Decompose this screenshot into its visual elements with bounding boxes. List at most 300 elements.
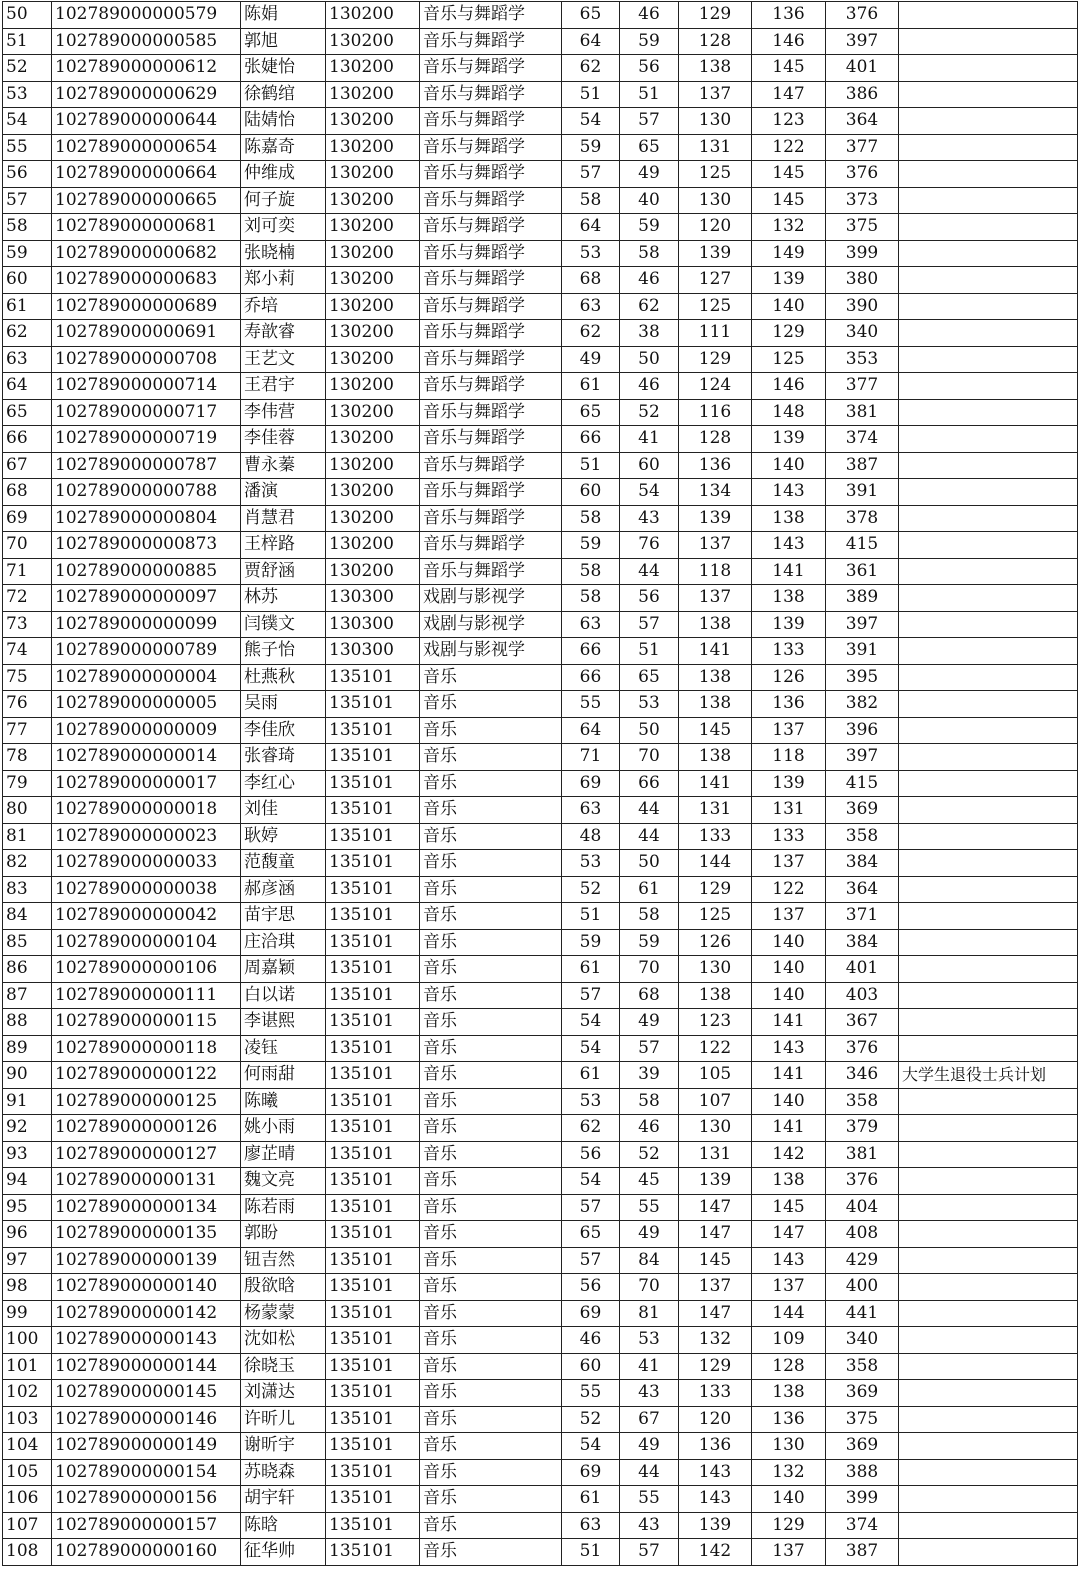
remark <box>899 717 1078 744</box>
score-language: 55 <box>620 1486 679 1513</box>
score-subject-2: 136 <box>752 2 826 29</box>
score-language: 49 <box>620 161 679 188</box>
score-politics: 63 <box>562 797 620 824</box>
score-language: 57 <box>620 1539 679 1566</box>
table-row <box>3 982 1078 1009</box>
row-number: 60 <box>3 267 52 294</box>
row-number: 88 <box>3 1009 52 1036</box>
major-name: 音乐 <box>420 1194 562 1221</box>
major-name: 音乐与舞蹈学 <box>420 320 562 347</box>
table-row <box>3 1353 1078 1380</box>
score-politics: 54 <box>562 1035 620 1062</box>
score-subject-1: 143 <box>679 1459 752 1486</box>
candidate-name: 陈晗 <box>241 1512 326 1539</box>
candidate-name: 陈若雨 <box>241 1194 326 1221</box>
table-row <box>3 585 1078 612</box>
score-total: 389 <box>826 585 899 612</box>
score-subject-1: 131 <box>679 1141 752 1168</box>
score-subject-2: 138 <box>752 505 826 532</box>
row-number: 93 <box>3 1141 52 1168</box>
table-row <box>3 320 1078 347</box>
major-name: 音乐与舞蹈学 <box>420 267 562 294</box>
remark <box>899 267 1078 294</box>
table-row <box>3 505 1078 532</box>
row-number: 52 <box>3 55 52 82</box>
score-politics: 53 <box>562 1088 620 1115</box>
score-subject-1: 125 <box>679 161 752 188</box>
score-total: 361 <box>826 558 899 585</box>
score-subject-2: 148 <box>752 399 826 426</box>
score-politics: 57 <box>562 982 620 1009</box>
major-name: 音乐与舞蹈学 <box>420 55 562 82</box>
major-code: 135101 <box>326 876 420 903</box>
candidate-id: 102789000000664 <box>52 161 241 188</box>
row-number: 83 <box>3 876 52 903</box>
major-code: 135101 <box>326 956 420 983</box>
remark <box>899 320 1078 347</box>
score-politics: 62 <box>562 320 620 347</box>
candidate-name: 张晓楠 <box>241 240 326 267</box>
row-number: 50 <box>3 2 52 29</box>
score-subject-1: 139 <box>679 505 752 532</box>
score-language: 50 <box>620 850 679 877</box>
score-politics: 55 <box>562 691 620 718</box>
table-row <box>3 28 1078 55</box>
major-name: 音乐 <box>420 691 562 718</box>
remark <box>899 1141 1078 1168</box>
candidate-name: 徐鹤绾 <box>241 81 326 108</box>
table-row <box>3 1274 1078 1301</box>
remark <box>899 1194 1078 1221</box>
score-total: 384 <box>826 929 899 956</box>
major-name: 音乐与舞蹈学 <box>420 479 562 506</box>
candidate-id: 102789000000719 <box>52 426 241 453</box>
major-name: 音乐 <box>420 797 562 824</box>
score-subject-1: 125 <box>679 903 752 930</box>
major-name: 音乐 <box>420 664 562 691</box>
score-subject-2: 143 <box>752 1247 826 1274</box>
score-total: 403 <box>826 982 899 1009</box>
major-code: 135101 <box>326 1459 420 1486</box>
major-name: 音乐 <box>420 1353 562 1380</box>
score-language: 59 <box>620 28 679 55</box>
score-subject-1: 120 <box>679 1406 752 1433</box>
remark <box>899 1009 1078 1036</box>
score-politics: 54 <box>562 1433 620 1460</box>
row-number: 66 <box>3 426 52 453</box>
score-total: 404 <box>826 1194 899 1221</box>
score-subject-2: 140 <box>752 1486 826 1513</box>
score-total: 340 <box>826 1327 899 1354</box>
table-row <box>3 876 1078 903</box>
major-name: 音乐与舞蹈学 <box>420 558 562 585</box>
table-row <box>3 611 1078 638</box>
score-language: 62 <box>620 293 679 320</box>
candidate-name: 杨蒙蒙 <box>241 1300 326 1327</box>
major-name: 音乐 <box>420 744 562 771</box>
table-row <box>3 1009 1078 1036</box>
row-number: 95 <box>3 1194 52 1221</box>
table-row <box>3 81 1078 108</box>
row-number: 101 <box>3 1353 52 1380</box>
candidate-name: 郭旭 <box>241 28 326 55</box>
score-subject-1: 147 <box>679 1221 752 1248</box>
table-row <box>3 956 1078 983</box>
score-subject-1: 143 <box>679 1486 752 1513</box>
candidate-name: 林苏 <box>241 585 326 612</box>
remark <box>899 214 1078 241</box>
score-subject-1: 145 <box>679 1247 752 1274</box>
score-total: 397 <box>826 28 899 55</box>
score-subject-2: 145 <box>752 187 826 214</box>
remark <box>899 505 1078 532</box>
table-row <box>3 770 1078 797</box>
score-subject-1: 137 <box>679 532 752 559</box>
score-total: 346 <box>826 1062 899 1089</box>
table-row <box>3 399 1078 426</box>
score-language: 38 <box>620 320 679 347</box>
score-total: 375 <box>826 1406 899 1433</box>
score-subject-1: 147 <box>679 1300 752 1327</box>
major-name: 戏剧与影视学 <box>420 611 562 638</box>
remark <box>899 638 1078 665</box>
candidate-name: 潘演 <box>241 479 326 506</box>
table-row <box>3 55 1078 82</box>
major-name: 音乐 <box>420 1406 562 1433</box>
candidate-name: 李佳蓉 <box>241 426 326 453</box>
candidate-id: 102789000000127 <box>52 1141 241 1168</box>
score-politics: 57 <box>562 1247 620 1274</box>
major-name: 音乐与舞蹈学 <box>420 293 562 320</box>
score-subject-2: 137 <box>752 1274 826 1301</box>
major-code: 135101 <box>326 1327 420 1354</box>
score-total: 380 <box>826 267 899 294</box>
table-row <box>3 452 1078 479</box>
score-subject-2: 138 <box>752 1380 826 1407</box>
major-name: 音乐与舞蹈学 <box>420 81 562 108</box>
score-subject-2: 137 <box>752 850 826 877</box>
score-politics: 68 <box>562 267 620 294</box>
table-row <box>3 1539 1078 1566</box>
major-code: 135101 <box>326 1088 420 1115</box>
row-number: 69 <box>3 505 52 532</box>
score-subject-1: 137 <box>679 1274 752 1301</box>
score-total: 364 <box>826 108 899 135</box>
candidate-name: 耿婷 <box>241 823 326 850</box>
major-code: 130200 <box>326 346 420 373</box>
score-language: 44 <box>620 558 679 585</box>
score-subject-2: 137 <box>752 717 826 744</box>
major-code: 135101 <box>326 797 420 824</box>
score-subject-2: 146 <box>752 28 826 55</box>
major-name: 音乐与舞蹈学 <box>420 28 562 55</box>
major-name: 音乐 <box>420 903 562 930</box>
remark <box>899 452 1078 479</box>
major-name: 音乐与舞蹈学 <box>420 452 562 479</box>
candidate-name: 李红心 <box>241 770 326 797</box>
table-row <box>3 929 1078 956</box>
candidate-name: 陈曦 <box>241 1088 326 1115</box>
candidate-id: 102789000000873 <box>52 532 241 559</box>
score-politics: 59 <box>562 532 620 559</box>
score-subject-2: 129 <box>752 320 826 347</box>
score-total: 391 <box>826 638 899 665</box>
table-row <box>3 214 1078 241</box>
score-language: 50 <box>620 346 679 373</box>
candidate-name: 白以诺 <box>241 982 326 1009</box>
major-code: 135101 <box>326 1406 420 1433</box>
score-subject-2: 141 <box>752 1009 826 1036</box>
score-politics: 51 <box>562 452 620 479</box>
score-language: 41 <box>620 1353 679 1380</box>
row-number: 62 <box>3 320 52 347</box>
score-subject-2: 139 <box>752 611 826 638</box>
score-language: 57 <box>620 1035 679 1062</box>
remark <box>899 532 1078 559</box>
score-subject-1: 144 <box>679 850 752 877</box>
major-name: 音乐 <box>420 956 562 983</box>
remark <box>899 1459 1078 1486</box>
major-code: 135101 <box>326 903 420 930</box>
row-number: 63 <box>3 346 52 373</box>
row-number: 105 <box>3 1459 52 1486</box>
row-number: 106 <box>3 1486 52 1513</box>
remark <box>899 823 1078 850</box>
score-subject-2: 136 <box>752 691 826 718</box>
row-number: 91 <box>3 1088 52 1115</box>
remark <box>899 1247 1078 1274</box>
score-politics: 52 <box>562 1406 620 1433</box>
candidate-id: 102789000000160 <box>52 1539 241 1566</box>
table-row <box>3 558 1078 585</box>
score-subject-2: 141 <box>752 1062 826 1089</box>
table-row <box>3 240 1078 267</box>
remark <box>899 929 1078 956</box>
score-subject-2: 130 <box>752 1433 826 1460</box>
major-code: 130200 <box>326 505 420 532</box>
score-subject-2: 128 <box>752 1353 826 1380</box>
score-language: 61 <box>620 876 679 903</box>
score-subject-2: 138 <box>752 1168 826 1195</box>
remark <box>899 691 1078 718</box>
remark: 大学生退役士兵计划 <box>899 1062 1078 1089</box>
table-row <box>3 187 1078 214</box>
remark <box>899 1353 1078 1380</box>
table-row <box>3 1141 1078 1168</box>
candidate-name: 肖慧君 <box>241 505 326 532</box>
score-total: 374 <box>826 426 899 453</box>
candidate-id: 102789000000612 <box>52 55 241 82</box>
score-politics: 63 <box>562 611 620 638</box>
candidate-id: 102789000000629 <box>52 81 241 108</box>
major-name: 音乐 <box>420 1380 562 1407</box>
score-language: 46 <box>620 2 679 29</box>
score-subject-1: 130 <box>679 187 752 214</box>
table-row <box>3 1327 1078 1354</box>
row-number: 51 <box>3 28 52 55</box>
major-name: 音乐 <box>420 1009 562 1036</box>
score-subject-1: 129 <box>679 876 752 903</box>
score-subject-1: 118 <box>679 558 752 585</box>
major-name: 音乐与舞蹈学 <box>420 532 562 559</box>
remark <box>899 1433 1078 1460</box>
candidate-name: 征华帅 <box>241 1539 326 1566</box>
candidate-name: 陈嘉奇 <box>241 134 326 161</box>
score-politics: 62 <box>562 55 620 82</box>
score-total: 369 <box>826 1433 899 1460</box>
candidate-id: 102789000000115 <box>52 1009 241 1036</box>
score-language: 39 <box>620 1062 679 1089</box>
score-subject-2: 147 <box>752 1221 826 1248</box>
candidate-id: 102789000000149 <box>52 1433 241 1460</box>
score-politics: 57 <box>562 1194 620 1221</box>
score-subject-1: 116 <box>679 399 752 426</box>
candidate-id: 102789000000131 <box>52 1168 241 1195</box>
score-total: 401 <box>826 956 899 983</box>
score-total: 388 <box>826 1459 899 1486</box>
major-code: 135101 <box>326 1512 420 1539</box>
score-subject-2: 141 <box>752 558 826 585</box>
major-code: 135101 <box>326 1433 420 1460</box>
score-politics: 63 <box>562 1512 620 1539</box>
score-language: 43 <box>620 1380 679 1407</box>
score-subject-1: 123 <box>679 1009 752 1036</box>
candidate-id: 102789000000145 <box>52 1380 241 1407</box>
major-code: 135101 <box>326 1539 420 1566</box>
candidate-id: 102789000000717 <box>52 399 241 426</box>
score-subject-1: 107 <box>679 1088 752 1115</box>
remark <box>899 1274 1078 1301</box>
score-politics: 64 <box>562 717 620 744</box>
score-subject-2: 126 <box>752 664 826 691</box>
candidate-id: 102789000000018 <box>52 797 241 824</box>
row-number: 59 <box>3 240 52 267</box>
table-row <box>3 691 1078 718</box>
table-row <box>3 373 1078 400</box>
row-number: 103 <box>3 1406 52 1433</box>
score-politics: 51 <box>562 1539 620 1566</box>
remark <box>899 585 1078 612</box>
score-politics: 69 <box>562 1300 620 1327</box>
score-politics: 61 <box>562 1486 620 1513</box>
table-row <box>3 1486 1078 1513</box>
table-row <box>3 1194 1078 1221</box>
remark <box>899 373 1078 400</box>
row-number: 64 <box>3 373 52 400</box>
score-total: 377 <box>826 373 899 400</box>
major-code: 135101 <box>326 1035 420 1062</box>
major-name: 音乐与舞蹈学 <box>420 240 562 267</box>
score-subject-1: 129 <box>679 1353 752 1380</box>
major-name: 音乐 <box>420 1512 562 1539</box>
score-subject-1: 129 <box>679 2 752 29</box>
row-number: 90 <box>3 1062 52 1089</box>
major-code: 130200 <box>326 81 420 108</box>
score-language: 76 <box>620 532 679 559</box>
score-language: 40 <box>620 187 679 214</box>
score-subject-2: 139 <box>752 267 826 294</box>
major-name: 音乐与舞蹈学 <box>420 373 562 400</box>
score-subject-1: 130 <box>679 1115 752 1142</box>
score-politics: 54 <box>562 1168 620 1195</box>
major-code: 135101 <box>326 1141 420 1168</box>
score-politics: 69 <box>562 1459 620 1486</box>
score-language: 65 <box>620 134 679 161</box>
remark <box>899 744 1078 771</box>
major-name: 音乐 <box>420 1327 562 1354</box>
score-total: 386 <box>826 81 899 108</box>
score-subject-2: 140 <box>752 929 826 956</box>
remark <box>899 876 1078 903</box>
score-subject-2: 122 <box>752 134 826 161</box>
candidate-id: 102789000000111 <box>52 982 241 1009</box>
candidate-name: 廖芷晴 <box>241 1141 326 1168</box>
score-politics: 56 <box>562 1274 620 1301</box>
remark <box>899 1168 1078 1195</box>
major-code: 130200 <box>326 28 420 55</box>
score-politics: 59 <box>562 134 620 161</box>
table-row <box>3 161 1078 188</box>
score-subject-1: 142 <box>679 1539 752 1566</box>
row-number: 81 <box>3 823 52 850</box>
candidate-id: 102789000000038 <box>52 876 241 903</box>
remark <box>899 1539 1078 1566</box>
major-code: 130200 <box>326 532 420 559</box>
row-number: 84 <box>3 903 52 930</box>
major-code: 130200 <box>326 267 420 294</box>
major-code: 135101 <box>326 717 420 744</box>
table-row <box>3 426 1078 453</box>
row-number: 67 <box>3 452 52 479</box>
row-number: 74 <box>3 638 52 665</box>
score-total: 367 <box>826 1009 899 1036</box>
major-name: 音乐与舞蹈学 <box>420 2 562 29</box>
score-subject-2: 137 <box>752 1539 826 1566</box>
score-politics: 48 <box>562 823 620 850</box>
score-politics: 55 <box>562 1380 620 1407</box>
candidate-name: 郑小莉 <box>241 267 326 294</box>
major-name: 音乐 <box>420 1486 562 1513</box>
candidate-id: 102789000000789 <box>52 638 241 665</box>
score-language: 55 <box>620 1194 679 1221</box>
remark <box>899 399 1078 426</box>
candidate-name: 郝彦涵 <box>241 876 326 903</box>
row-number: 72 <box>3 585 52 612</box>
score-language: 70 <box>620 1274 679 1301</box>
score-language: 56 <box>620 55 679 82</box>
candidate-id: 102789000000122 <box>52 1062 241 1089</box>
score-politics: 54 <box>562 108 620 135</box>
major-code: 135101 <box>326 770 420 797</box>
candidate-name: 寿歆睿 <box>241 320 326 347</box>
row-number: 82 <box>3 850 52 877</box>
score-language: 56 <box>620 585 679 612</box>
score-language: 49 <box>620 1009 679 1036</box>
candidate-name: 贾舒涵 <box>241 558 326 585</box>
major-name: 音乐与舞蹈学 <box>420 399 562 426</box>
score-subject-1: 138 <box>679 744 752 771</box>
score-subject-2: 146 <box>752 373 826 400</box>
table-row <box>3 346 1078 373</box>
candidate-name: 范馥童 <box>241 850 326 877</box>
candidate-id: 102789000000157 <box>52 1512 241 1539</box>
major-name: 音乐与舞蹈学 <box>420 214 562 241</box>
table-row <box>3 532 1078 559</box>
score-subject-2: 132 <box>752 214 826 241</box>
score-politics: 64 <box>562 28 620 55</box>
score-total: 396 <box>826 717 899 744</box>
score-total: 373 <box>826 187 899 214</box>
